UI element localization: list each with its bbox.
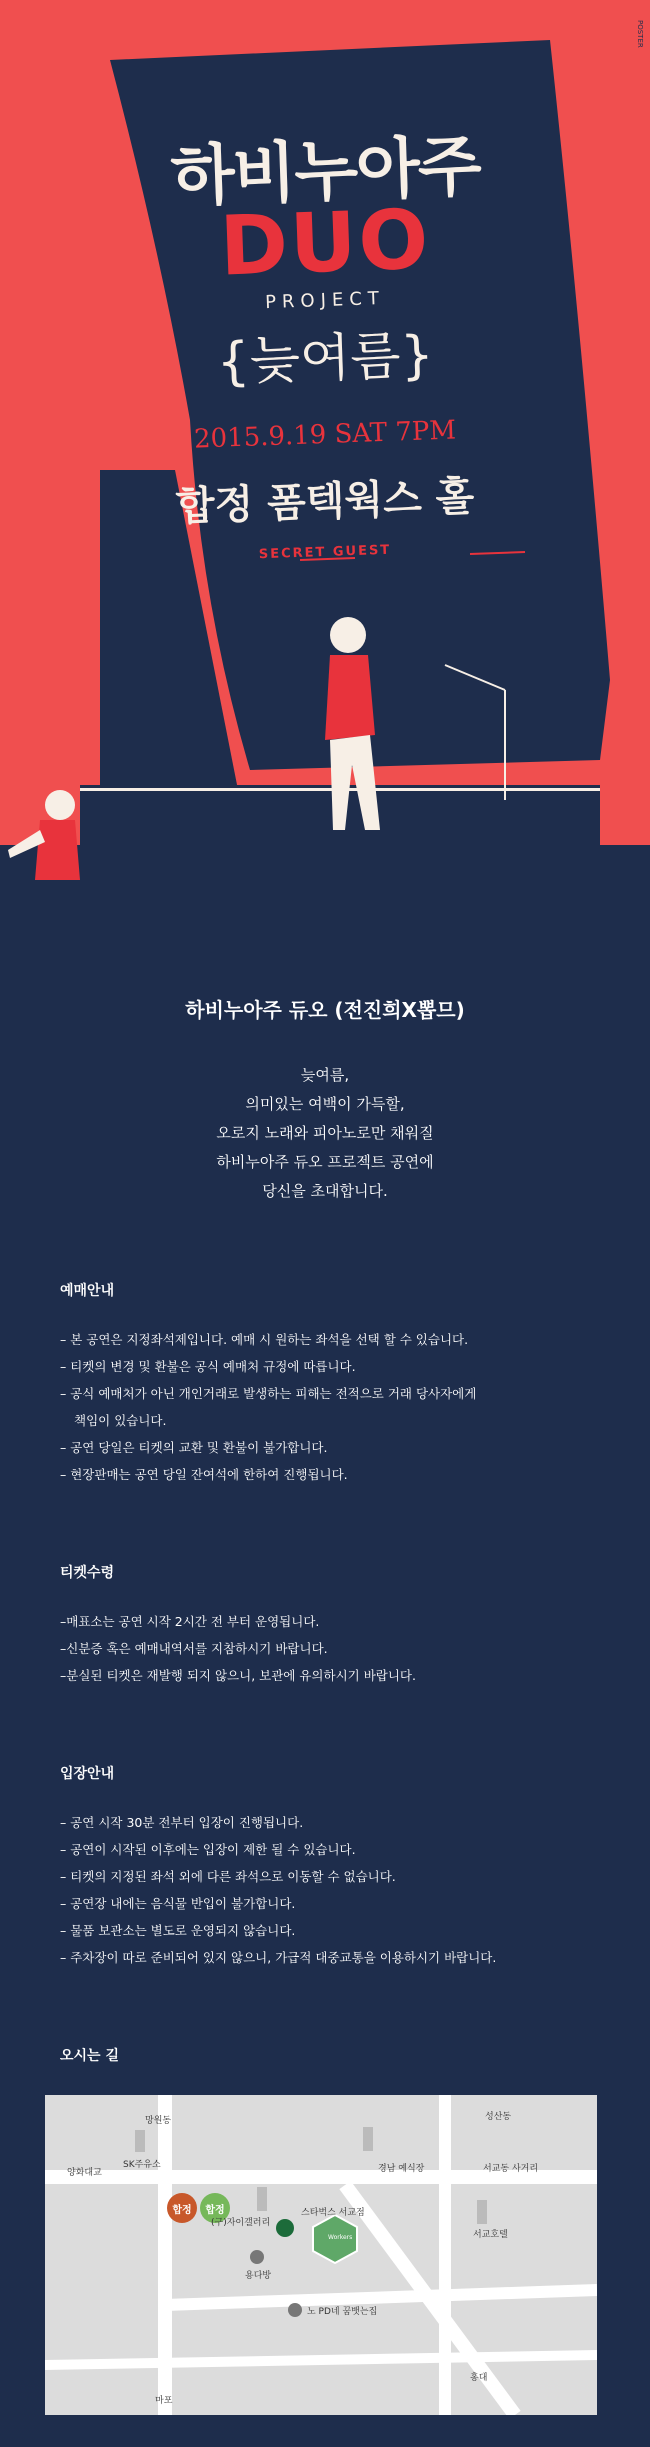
- intro-line: 하비누아주 듀오 프로젝트 공연에: [216, 1153, 434, 1171]
- directions-title: 오시는 길: [60, 2048, 119, 2064]
- road-lower-horizontal: [165, 2290, 597, 2305]
- label-gallery: (구)자이갤러리: [211, 2218, 271, 2228]
- stage-floor: [0, 845, 650, 930]
- poster-duo: DUO: [218, 192, 432, 295]
- list-item: – 물품 보관소는 별도로 운영되지 않습니다.: [60, 1923, 296, 1938]
- singer-head: [330, 617, 366, 653]
- starbucks-icon: [276, 2219, 294, 2237]
- ticket-title: 티켓수령: [60, 1565, 115, 1581]
- building-gallery: [257, 2187, 267, 2211]
- reservation-list: [60, 1326, 590, 1488]
- info-section: [0, 994, 650, 2065]
- list-item: – 공식 예매처가 아닌 개인거래로 발생하는 피해는 전적으로 거래 당사자에게: [60, 1386, 477, 1401]
- list-item: – 티켓의 지정된 좌석 외에 다른 좌석으로 이동할 수 없습니다.: [60, 1869, 396, 1884]
- poster: [0, 0, 650, 930]
- list-item: – 티켓의 변경 및 환불은 공식 예매처 규정에 따릅니다.: [60, 1359, 356, 1374]
- directions-map: [45, 2095, 597, 2415]
- map-roads: [45, 2095, 597, 2415]
- label-seongsan: 성산동: [485, 2112, 512, 2122]
- venue-logo-text: Workers: [328, 2234, 353, 2241]
- intro-text: [60, 1061, 590, 1206]
- hapjeong-badge-orange: 합정: [167, 2193, 197, 2223]
- label-sk: SK주유소: [123, 2160, 161, 2170]
- label-seogyo-intersection: 서교동 사거리: [483, 2164, 539, 2174]
- poster-venue: 합정 폼텍웍스 홀: [175, 473, 476, 531]
- singer-body: [325, 655, 375, 740]
- intro-line: 늦여름,: [300, 1066, 350, 1084]
- label-seogyo-hotel: 서교호텔: [473, 2230, 508, 2240]
- building-seogyo-hotel: [477, 2200, 487, 2224]
- pianist-body: [35, 820, 80, 880]
- label-starbucks: 스타벅스 서교점: [301, 2208, 365, 2218]
- list-item: – 공연이 시작된 이후에는 입장이 제한 될 수 있습니다.: [60, 1842, 356, 1857]
- poster-title: 하비누아주: [169, 127, 481, 216]
- road-bottom: [45, 2355, 597, 2365]
- building-sk: [135, 2130, 145, 2152]
- list-item: – 현장판매는 공연 당일 잔여석에 한하여 진행됩니다.: [60, 1467, 348, 1482]
- ticket-list: [60, 1608, 590, 1689]
- entry-title: 입장안내: [60, 1766, 115, 1782]
- hapjeong-badge-green: 합정: [200, 2193, 230, 2223]
- poster-date: 2015.9.19 SAT 7PM: [193, 415, 457, 455]
- poster-guest: SECRET GUEST: [258, 542, 392, 563]
- poster-subtitle: {늦여름}: [215, 325, 435, 393]
- entry-list: [60, 1809, 590, 1971]
- nopd-icon: [288, 2303, 302, 2317]
- label-gyeongnam: 경남 예식장: [378, 2164, 425, 2174]
- list-item: –매표소는 공연 시작 2시간 전 부터 운영됩니다.: [60, 1614, 320, 1629]
- label-mangwon: 망원동: [145, 2116, 172, 2126]
- pianist-head: [45, 790, 75, 820]
- intro-line: 의미있는 여백이 가득할,: [245, 1095, 405, 1113]
- label-yanghwa: 양화대교: [67, 2168, 102, 2178]
- list-item: – 공연장 내에는 음식물 반입이 불가합니다.: [60, 1896, 296, 1911]
- list-item: –분실된 티켓은 재발행 되지 않으니, 보관에 유의하시기 바랍니다.: [60, 1668, 416, 1683]
- page-heading: 하비누아주 듀오 (전진희X뽑므): [185, 998, 465, 1022]
- label-yongdabang: 용다방: [245, 2271, 272, 2281]
- list-item: –신분증 혹은 예매내역서를 지참하시기 바랍니다.: [60, 1641, 328, 1656]
- poster-tag: POSTER: [636, 20, 644, 48]
- yongdabang-icon: [250, 2250, 264, 2264]
- poster-project: PROJECT: [264, 287, 386, 314]
- list-item: – 본 공연은 지정좌석제입니다. 예매 시 원하는 좌석을 선택 할 수 있습니다.: [60, 1332, 469, 1347]
- label-hongdae: 홍대: [470, 2373, 488, 2383]
- list-item: – 주차장이 따로 준비되어 있지 않으니, 가급적 대중교통을 이용하시기 바랍니다.: [60, 1950, 497, 1965]
- label-nopd: 노 PD네 꿈뱃는집: [307, 2307, 378, 2317]
- label-mapo: 마포: [155, 2396, 173, 2406]
- list-item: 책임이 있습니다.: [74, 1413, 167, 1428]
- building-gyeongnam: [363, 2127, 373, 2151]
- list-item: – 공연 당일은 티켓의 교환 및 환불이 불가합니다.: [60, 1440, 328, 1455]
- reservation-title: 예매안내: [60, 1283, 115, 1299]
- intro-line: 당신을 초대합니다.: [262, 1182, 388, 1200]
- intro-line: 오로지 노래와 피아노로만 채워질: [216, 1124, 434, 1142]
- list-item: – 공연 시작 30분 전부터 입장이 진행됩니다.: [60, 1815, 304, 1830]
